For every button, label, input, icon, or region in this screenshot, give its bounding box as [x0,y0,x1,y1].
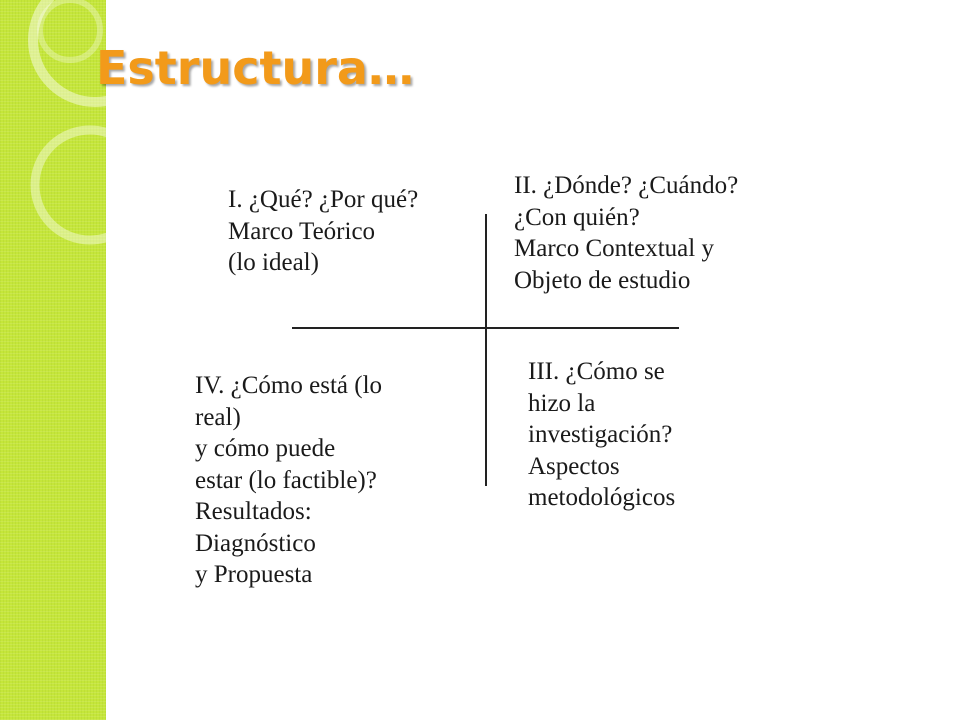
quadrant-1-line: Marco Teórico [228,217,376,245]
quadrant-4-line: Resultados: [195,498,312,525]
vertical-axis-line [485,214,487,486]
quadrant-4-line: Diagnóstico [195,529,316,557]
quadrant-2-line: Marco Contextual y [514,235,714,262]
horizontal-axis-line [292,327,679,329]
quadrant-2-line: II. ¿Dónde? ¿Cuándo? [514,172,739,199]
quadrant-4-line: real) [195,403,241,431]
quadrant-4-line: IV. ¿Cómo está (lo [195,372,383,399]
quadrant-3-text [528,356,675,514]
quadrant-3-line: III. ¿Cómo se [528,358,665,385]
quadrant-1-line: I. ¿Qué? ¿Por qué? [228,186,419,213]
quadrant-4-line: estar (lo factible)? [195,466,377,494]
quadrant-2-line: ¿Con quién? [514,203,640,231]
decorative-circles [0,0,106,720]
quadrant-4-line: y Propuesta [195,561,313,588]
quadrant-3-line: metodológicos [528,484,676,511]
quadrant-2-line: Objeto de estudio [514,266,691,294]
quadrant-3-line: Aspectos [528,452,620,480]
quadrant-2-text [514,170,738,296]
quadrant-1-line: (lo ideal) [228,249,319,276]
quadrant-3-line: investigación? [528,421,673,448]
quadrant-4-line: y cómo puede [195,435,336,462]
quadrant-1-text [228,184,418,279]
quadrant-3-line: hizo la [528,389,596,417]
decorative-side-band [0,0,106,720]
quadrant-4-text [195,370,382,591]
slide-title: Estructura… [96,41,414,95]
